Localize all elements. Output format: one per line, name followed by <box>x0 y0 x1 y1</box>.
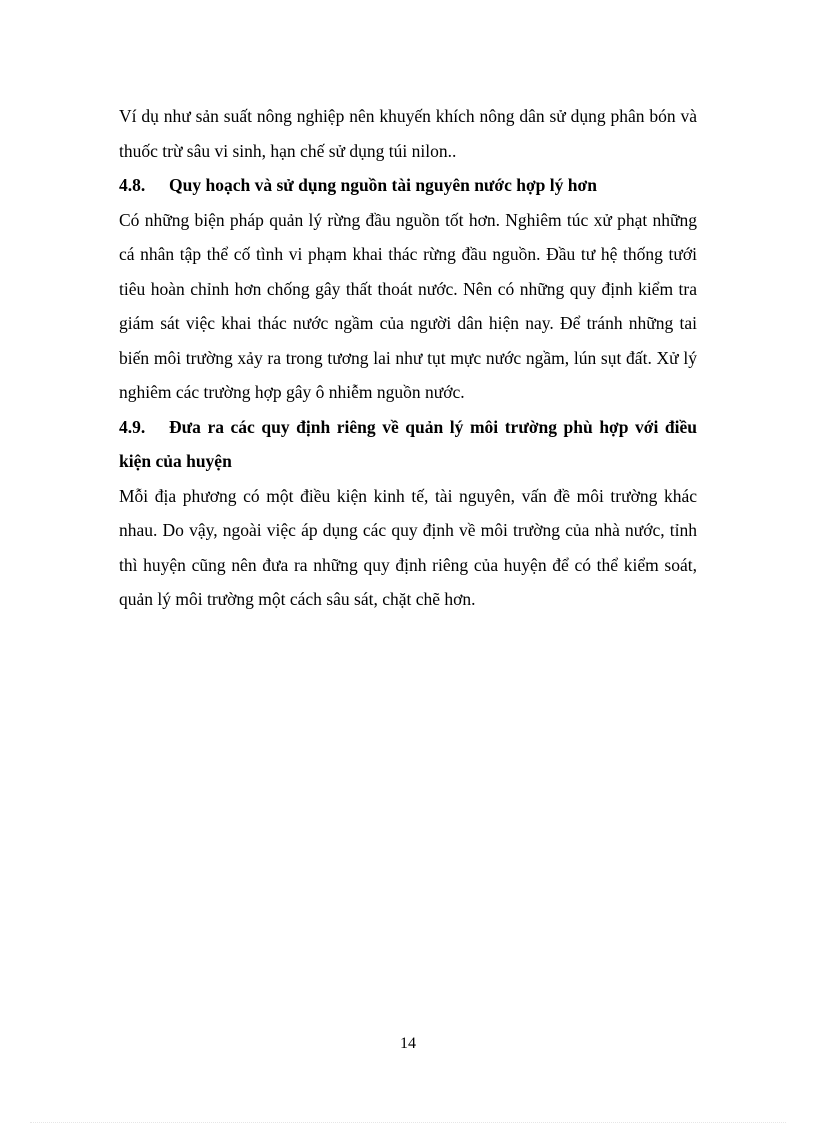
page-content <box>119 99 697 617</box>
section-number: 4.8. <box>119 175 146 195</box>
section-heading-4-9 <box>119 410 697 479</box>
section-heading-4-8 <box>119 168 697 203</box>
page-number: 14 <box>400 1035 416 1052</box>
intro-paragraph: Ví dụ như sản suất nông nghiệp nên khuyến khích nông dân sử dụng phân bón và thuốc trừ sâu vi sinh, hạn chế sử dụng túi nilon.. <box>119 106 697 161</box>
section-title: Quy hoạch và sử dụng nguồn tài nguyên nước hợp lý hơn <box>169 175 597 195</box>
section-body-4-8: Có những biện pháp quản lý rừng đầu nguồn tốt hơn. Nghiêm túc xử phạt những cá nhân tập thể cố tình vi phạm khai thác rừng đầu nguồn. Đầu tư hệ thống tưới tiêu hoàn chỉnh hơn chống gây thất thoát nước. Nên có những quy định kiểm tra giám sát việc khai thác nước ngầm của người dân hiện nay. Để tránh những tai biến môi trường xảy ra trong tương lai như tụt mực nước ngầm, lún sụt đất. Xử lý nghiêm các trường hợp gây ô nhiễm nguồn nước. <box>119 209 697 402</box>
section-number: 4.9. <box>119 416 146 437</box>
section-body-4-9: Mỗi địa phương có một điều kiện kinh tế, tài nguyên, vấn đề môi trường khác nhau. Do vậy, ngoài việc áp dụng các quy định về môi trường của nhà nước, tỉnh thì huyện cũng nên đưa ra những quy định riêng của huyện để có thể kiểm soát, quản lý môi trường một cách sâu sát, chặt chẽ hơn. <box>119 485 697 609</box>
section-title: Đưa ra các quy định riêng về quản lý môi trường phù hợp với điều kiện của huyện <box>119 416 697 471</box>
